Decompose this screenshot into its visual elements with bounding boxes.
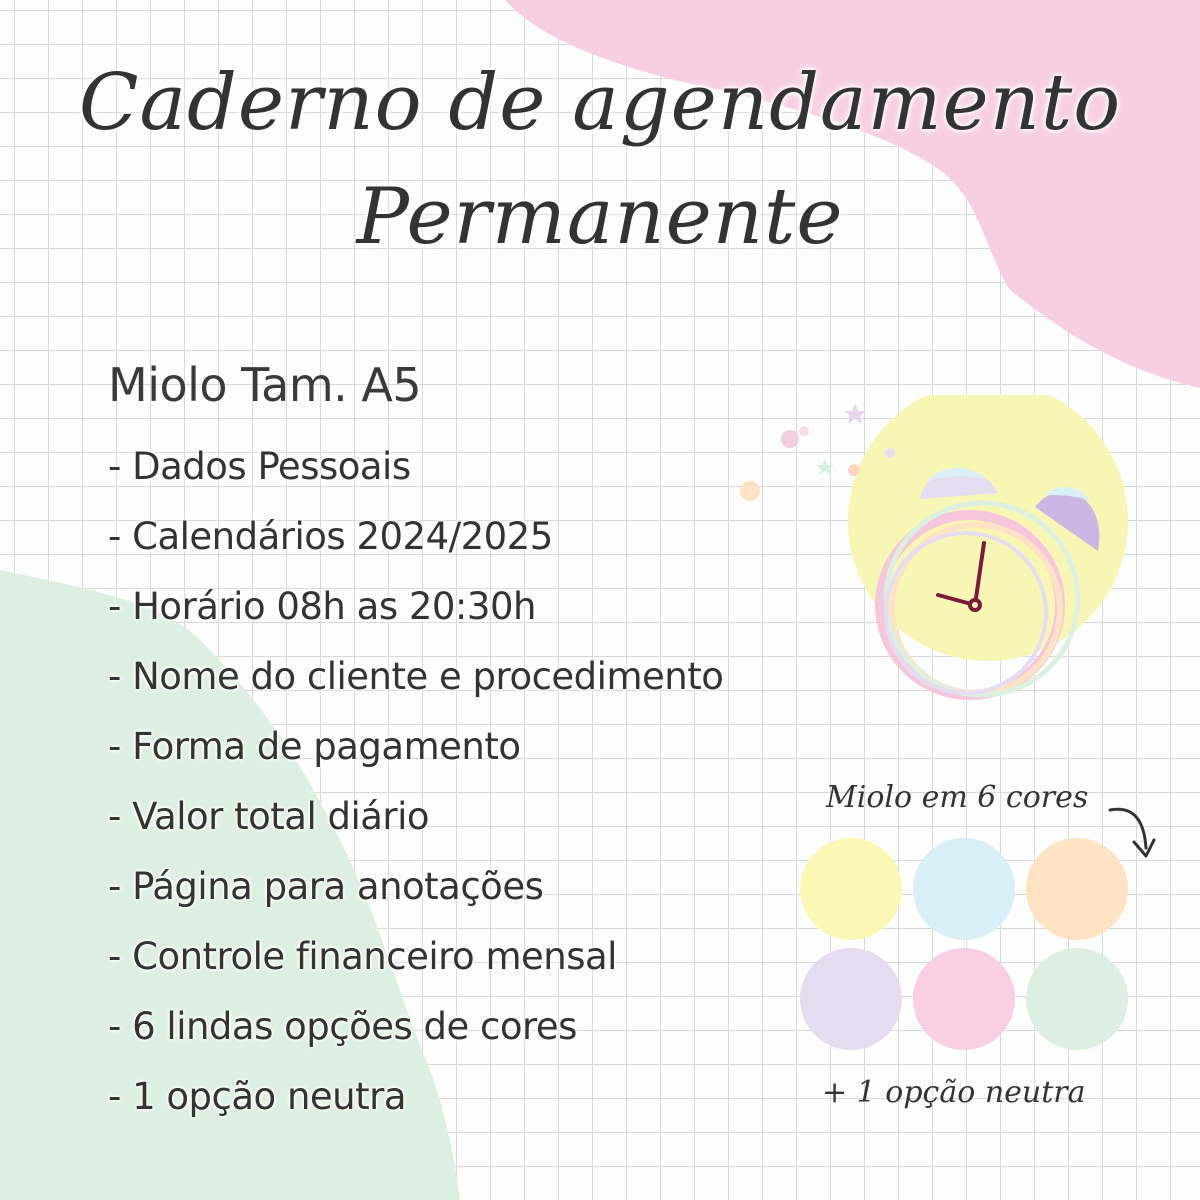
alarm-clock-icon — [730, 395, 1150, 715]
feature-item: - Valor total diário — [108, 795, 430, 838]
color-swatch-lilac — [800, 948, 902, 1050]
feature-item: - Forma de pagamento — [108, 725, 521, 768]
sparkle-dot — [885, 448, 895, 458]
feature-item: - Calendários 2024/2025 — [108, 515, 553, 558]
star-icon — [844, 403, 866, 424]
feature-item: - 6 lindas opções de cores — [108, 1005, 577, 1048]
feature-item: - Nome do cliente e procedimento — [108, 655, 724, 698]
feature-item: - Horário 08h as 20:30h — [108, 585, 536, 628]
feature-item: - Controle financeiro mensal — [108, 935, 617, 978]
feature-list — [108, 442, 723, 1142]
neutral-option-label: + 1 opção neutra — [822, 1075, 1086, 1110]
size-heading: Miolo Tam. A5 — [108, 358, 422, 412]
colors-label: Miolo em 6 cores — [826, 780, 1089, 815]
title-line-2: Permanente — [356, 172, 844, 262]
sparkle-dot — [781, 430, 799, 448]
sparkle-dot — [848, 464, 860, 476]
clock-center-dot — [972, 602, 978, 608]
color-swatch-pink — [913, 948, 1015, 1050]
color-swatch-green — [1026, 948, 1128, 1050]
feature-item: - Página para anotações — [108, 865, 544, 908]
color-swatch-orange — [1026, 838, 1128, 940]
feature-item: - 1 opção neutra — [108, 1075, 407, 1118]
color-swatch-blue — [913, 838, 1015, 940]
sparkle-dot — [799, 426, 809, 436]
feature-item: - Dados Pessoais — [108, 445, 411, 488]
title-line-1: Caderno de agendamento — [78, 58, 1122, 148]
color-swatch-yellow — [800, 838, 902, 940]
star-icon — [816, 459, 834, 475]
sparkle-dot — [740, 481, 760, 501]
